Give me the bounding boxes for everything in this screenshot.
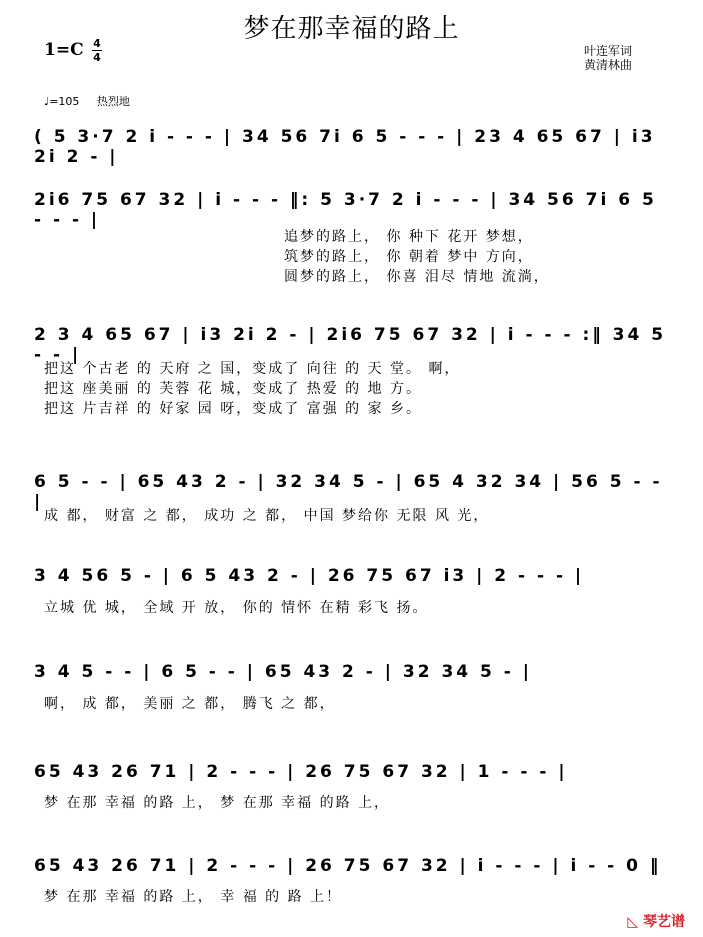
notes-line: 65 43 26 71 | 2 - - - | 26 75 67 32 | i - - - | i - - 0 ‖ [34,856,662,876]
notes-line: 3 4 56 5 - | 6 5 43 2 - | 26 75 67 i3 | 2 - - - | [34,566,585,586]
key-signature: 1=C [44,40,84,60]
tempo-mark: ♩=105 [44,95,80,108]
lyric-verse-2: 筑梦的路上， 你 朝着 梦中 方向， [284,249,534,265]
lyric-verse-2: 把这 座美丽 的 芙蓉 花 城，变成了 热爱 的 地 方。 [44,381,423,397]
lyricist: 叶连军词 [584,44,633,58]
tempo-marking [44,93,130,109]
lyric-verse-1: 把这 个古老 的 天府 之 国，变成了 向往 的 天 堂。 啊， [44,361,461,377]
notes-line: 2i6 75 67 32 | i - - - ‖: 5 3·7 2 i - - - | 34 56 7i 6 5 - - - | [34,190,657,230]
notes-line: 65 43 26 71 | 2 - - - | 26 75 67 32 | 1 - - - | [34,762,568,782]
lyric-line: 立城 优 城， 全域 开 放， 你的 情怀 在精 彩飞 扬。 [44,600,429,616]
lyric-verse-1: 追梦的路上， 你 种下 花开 梦想， [284,229,534,245]
watermark-text: 琴艺谱 [643,914,685,930]
credits [584,44,632,72]
expression-mark: 热烈地 [96,95,130,108]
song-title: 梦在那幸福的路上 [243,14,460,44]
notes-line: 2 3 4 65 67 | i3 2i 2 - | 2i6 75 67 32 | i - - - :‖ 34 5 - - | [34,325,667,365]
time-signature-bottom: 4 [93,51,101,64]
composer: 黄清林曲 [584,58,633,72]
time-signature [92,38,102,63]
lyric-line: 梦 在那 幸福 的路 上， 梦 在那 幸福 的路 上， [44,795,391,811]
lyric-line: 啊， 成 都， 美丽 之 都， 腾飞 之 都， [44,696,336,712]
notes-line: ( 5 3·7 2 i - - - | 34 56 7i 6 5 - - - | 23 4 65 67 | i3 2i 2 - | [34,127,656,167]
lyric-line: 成 都， 财富 之 都， 成功 之 都， 中国 梦给你 无限 风 光， [44,508,490,524]
watermark-logo [627,911,685,931]
logo-icon: ◺ [627,914,639,930]
notes-line: 3 4 5 - - | 6 5 - - | 65 43 2 - | 32 34 5 - | [34,662,532,682]
lyric-verse-3: 把这 片吉祥 的 好家 园 呀，变成了 富强 的 家 乡。 [44,401,423,417]
time-signature-top: 4 [93,37,101,50]
notes-line: 6 5 - - | 65 43 2 - | 32 34 5 - | 65 4 32 34 | 56 5 - - | [34,472,663,512]
lyric-verse-3: 圆梦的路上， 你喜 泪尽 情地 流淌， [284,269,550,285]
lyric-line: 梦 在那 幸福 的路 上， 幸 福 的 路 上！ [44,889,343,905]
